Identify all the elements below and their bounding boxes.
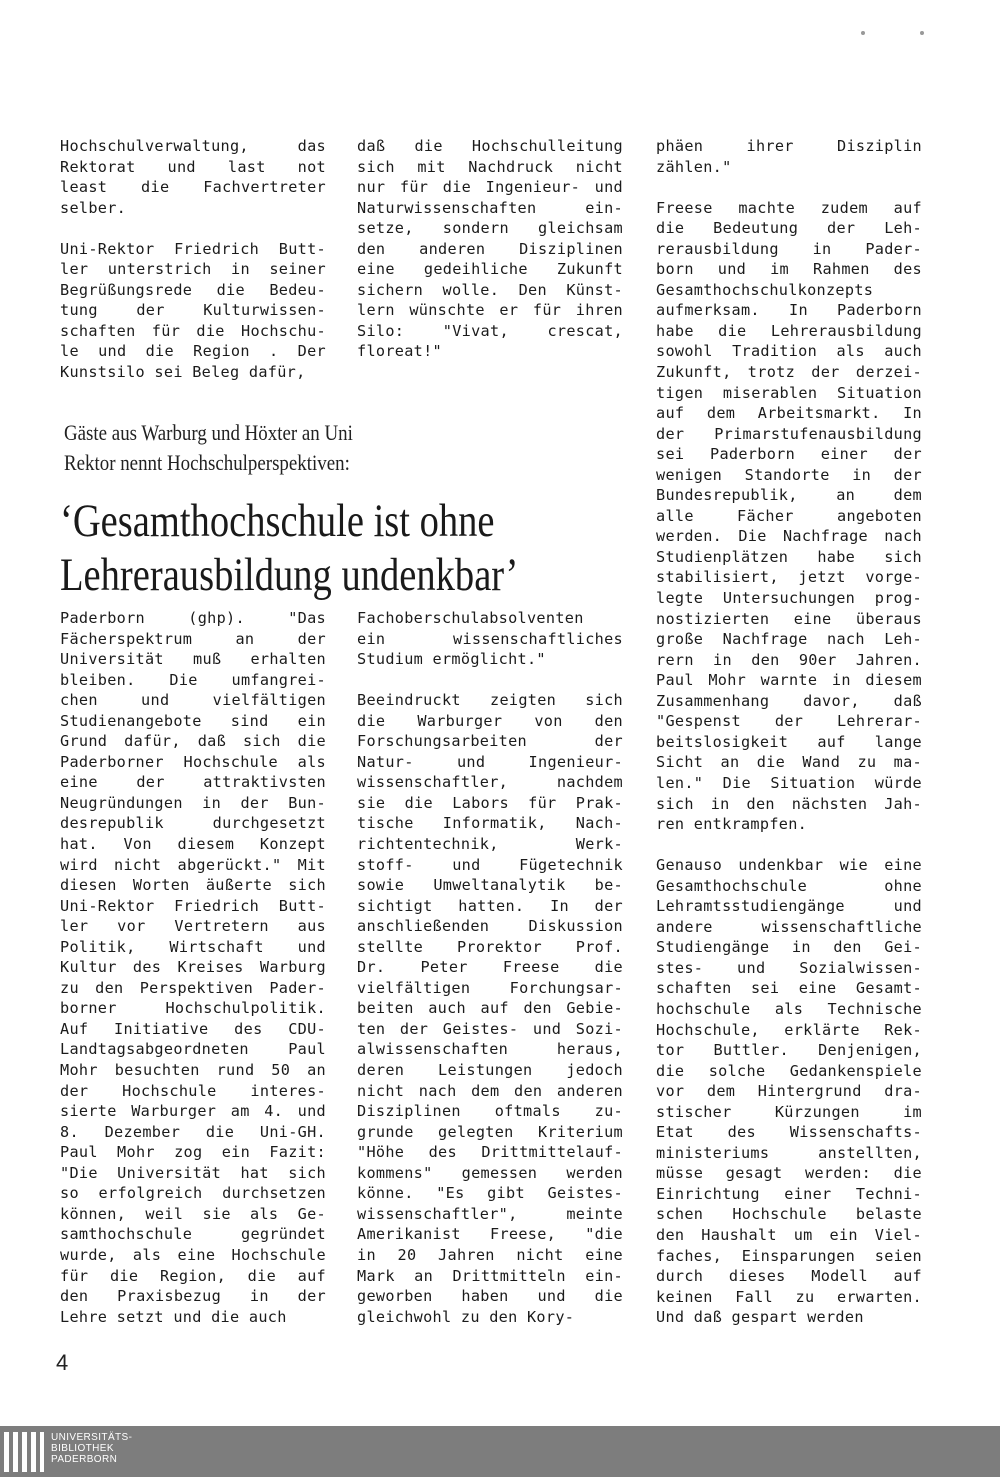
text-line: aufmerksam. In Paderborn (656, 301, 922, 320)
text-line: grunde gelegten Kriterium (357, 1122, 623, 1141)
text-line: den Haushalt um ein Viel- (656, 1225, 922, 1244)
text-line: legte Untersuchungen prog- (656, 589, 922, 608)
text-line: Gesamthochschule ohne (656, 876, 922, 895)
text-line: ministeriums anstellten, (656, 1143, 922, 1162)
text-line: Grund dafür, daß sich die (60, 732, 326, 751)
text-line: wenigen Standorte in der (656, 465, 922, 484)
text-line: vor dem Hintergrund dra- (656, 1082, 922, 1101)
text-line: Kunstsilo sei Beleg dafür, (60, 363, 306, 382)
paragraph-gap (656, 835, 922, 856)
column-top-1 (60, 136, 326, 383)
text-line: tung der Kulturwissen- (60, 301, 326, 320)
text-line: auf dem Arbeitsmarkt. In (656, 404, 922, 423)
text-line: desrepublik durchgesetzt (60, 814, 326, 833)
paragraph-gap (656, 177, 922, 198)
text-line: beitslosigkeit auf lange (656, 732, 922, 751)
scan-speck (920, 31, 924, 35)
text-line: stoff- und Fügetechnik (357, 855, 623, 874)
text-line: Uni-Rektor Friedrich Butt- (60, 239, 326, 258)
text-line: Studium ermöglicht." (357, 650, 546, 669)
text-line: le und die Region . Der (60, 342, 326, 361)
text-line: Einrichtung einer Techni- (656, 1184, 922, 1203)
text-line: setze, sondern gleichsam (357, 219, 623, 238)
text-line: "Höhe des Drittmittelauf- (357, 1143, 623, 1162)
text-line: rerausbildung in Pader- (656, 239, 922, 258)
logo-line-1: UNIVERSITÄTS- (51, 1432, 133, 1443)
kicker (64, 418, 353, 478)
text-line: selber. (60, 198, 127, 217)
text-line: geworben haben und die (357, 1287, 623, 1306)
logo-line-2: BIBLIOTHEK (51, 1443, 114, 1454)
text-line: die Bedeutung der Leh- (656, 219, 922, 238)
text-line: anschließenden Diskussion (357, 917, 623, 936)
text-line: die solche Gedankenspiele (656, 1061, 922, 1080)
text-line: bleiben. Die umfangrei- (60, 670, 326, 689)
paragraph (357, 608, 623, 670)
headline-line-2: Lehrerausbildung undenkbar’ (60, 549, 519, 601)
text-line: Lehramtsstudiengänge und (656, 897, 922, 916)
page-number: 4 (56, 1350, 69, 1375)
text-line: für die Region, die auf (60, 1266, 326, 1285)
text-line: rern in den 90er Jahren. (656, 650, 922, 669)
text-line: nicht nach dem den anderen (357, 1081, 623, 1100)
text-line: wissenschaftler, nachdem (357, 773, 623, 792)
text-line: zählen." (656, 157, 732, 176)
text-line: ein wissenschaftliches (357, 629, 623, 648)
text-line: Landtagsabgeordneten Paul (60, 1040, 326, 1059)
column-bottom-2 (357, 608, 623, 1327)
text-line: stischer Kürzungen im (656, 1102, 922, 1121)
text-line: ler unterstrich in seiner (60, 260, 326, 279)
text-line: Lehre setzt und die auch (60, 1307, 287, 1326)
text-line: Bundesrepublik, an dem (656, 486, 922, 505)
text-line: alle Fächer angeboten (656, 506, 922, 525)
text-line: Studienangebote sind ein (60, 711, 326, 730)
text-line: "Die Universität hat sich (60, 1163, 326, 1182)
text-line: Fächerspektrum an der (60, 629, 326, 648)
text-line: Zusammenhang davor, daß (656, 691, 922, 710)
text-line: schaften sei eine Gesamt- (656, 979, 922, 998)
text-line: Naturwissenschaften ein- (357, 198, 623, 217)
text-line: Amerikanist Freese, "die (357, 1225, 623, 1244)
column-right (656, 136, 922, 1328)
text-line: Forschungsarbeiten der (357, 732, 623, 751)
text-line: hochschule als Technische (656, 999, 922, 1018)
text-line: so erfolgreich durchsetzen (60, 1184, 326, 1203)
text-line: vielfältigen Forchungsar- (357, 978, 623, 997)
text-line: Dr. Peter Freese die (357, 958, 623, 977)
text-line: borner Hochschulpolitik. (60, 999, 326, 1018)
text-line: sierte Warburger am 4. und (60, 1102, 326, 1121)
text-line: deren Leistungen jedoch (357, 1061, 623, 1080)
text-line: könne. "Es gibt Geistes- (357, 1184, 623, 1203)
text-line: den Praxisbezug in der (60, 1287, 326, 1306)
text-line: Mohr besuchten rund 50 an (60, 1061, 326, 1080)
text-line: Studiengänge in den Gei- (656, 938, 922, 957)
text-line: faches, Einsparungen seien (656, 1246, 922, 1265)
text-line: lern wünschte er für ihren (357, 301, 623, 320)
text-line: Genauso undenkbar wie eine (656, 856, 922, 875)
text-line: Silo: "Vivat, crescat, (357, 321, 623, 340)
text-line: Universität muß erhalten (60, 650, 326, 669)
text-line: Beeindruckt zeigten sich (357, 691, 623, 710)
text-line: große Nachfrage nach Leh- (656, 630, 922, 649)
text-line: stellte Prorektor Prof. (357, 937, 623, 956)
text-line: habe die Lehrerausbildung (656, 321, 922, 340)
text-line: phäen ihrer Disziplin (656, 137, 922, 155)
column-bottom-1 (60, 608, 326, 1327)
text-line: zu den Perspektiven Pader- (60, 978, 326, 997)
logo-line-3: PADERBORN (51, 1454, 118, 1465)
text-line: gleichwohl zu den Kory- (357, 1307, 575, 1326)
text-line: sei Paderborn einer der (656, 445, 922, 464)
text-line: born und im Rahmen des (656, 260, 922, 279)
text-line: sowohl Tradition als auch (656, 342, 922, 361)
text-line: Und daß gespart werden (656, 1308, 864, 1327)
text-line: werden. Die Nachfrage nach (656, 527, 922, 546)
text-line: tor Buttler. Denjenigen, (656, 1041, 922, 1060)
column-top-2 (357, 136, 623, 362)
text-line: len." Die Situation würde (656, 773, 922, 792)
text-line: sich mit Nachdruck nicht (357, 157, 623, 176)
text-line: Auf Initiative des CDU- (60, 1019, 326, 1038)
text-line: wissenschaftler", meinte (357, 1204, 623, 1223)
text-line: schaften für die Hochschu- (60, 321, 326, 340)
text-line: andere wissenschaftliche (656, 917, 922, 936)
text-line: stabilisiert, jetzt vorge- (656, 568, 922, 587)
text-line: Studienplätzen habe sich (656, 547, 922, 566)
text-line: richtentechnik, Werk- (357, 835, 623, 854)
text-line: durch dieses Modell auf (656, 1267, 922, 1286)
text-line: Politik, Wirtschaft und (60, 937, 326, 956)
text-line: ler vor Vertretern aus (60, 917, 326, 936)
text-line: Freese machte zudem auf (656, 198, 922, 217)
text-line: schen Hochschule belaste (656, 1205, 922, 1224)
text-line: Neugründungen in der Bun- (60, 793, 326, 812)
library-logo-text (51, 1432, 132, 1465)
paragraph (60, 608, 326, 1327)
text-line: least die Fachvertreter (60, 178, 326, 197)
paragraph (656, 136, 922, 177)
text-line: nostizierten eine überaus (656, 609, 922, 628)
text-line: Paderborn (ghp). "Das (60, 609, 326, 627)
text-line: sie die Labors für Prak- (357, 793, 623, 812)
text-line: wurde, als eine Hochschule (60, 1245, 326, 1264)
paragraph (656, 198, 922, 835)
text-line: tische Informatik, Nach- (357, 814, 623, 833)
text-line: 8. Dezember die Uni-GH. (60, 1122, 326, 1141)
text-line: ten der Geistes- und Sozi- (357, 1019, 623, 1038)
kicker-line-1: Gäste aus Warburg und Höxter an Uni (64, 420, 353, 445)
text-line: daß die Hochschulleitung (357, 137, 623, 155)
text-line: Sicht an die Wand zu ma- (656, 753, 922, 772)
text-line: Disziplinen oftmals zu- (357, 1102, 623, 1121)
text-line: Begrüßungsrede die Bedeu- (60, 280, 326, 299)
text-line: chen und vielfältigen (60, 691, 326, 710)
text-line: Paul Mohr zog ein Fazit: (60, 1143, 326, 1162)
text-line: "Gespenst der Lehrerar- (656, 712, 922, 731)
paragraph (60, 239, 326, 383)
text-line: Gesamthochschulkonzepts (656, 280, 874, 299)
text-line: Uni-Rektor Friedrich Butt- (60, 896, 326, 915)
text-line: den anderen Disziplinen (357, 239, 623, 258)
text-line: nur für die Ingenieur- und (357, 178, 623, 197)
headline-line-1: ‘Gesamthochschule ist ohne (60, 495, 495, 547)
text-line: keinen Fall zu erwarten. (656, 1287, 922, 1306)
paragraph (357, 690, 623, 1327)
text-line: beiten auch auf den Gebie- (357, 999, 623, 1018)
text-line: der Hochschule interes- (60, 1081, 326, 1100)
text-line: floreat!" (357, 342, 442, 361)
text-line: Paul Mohr warnte in diesem (656, 671, 922, 690)
text-line: der Primarstufenausbildung (656, 424, 922, 443)
text-line: sichern wolle. Den Künst- (357, 280, 623, 299)
text-line: sowie Umweltanalytik be- (357, 876, 623, 895)
text-line: sichtigt hatten. In der (357, 896, 623, 915)
kicker-line-2: Rektor nennt Hochschulperspektiven: (64, 450, 350, 475)
text-line: diesen Worten äußerte sich (60, 876, 326, 895)
paragraph-gap (357, 670, 623, 691)
paragraph (656, 855, 922, 1328)
text-line: Rektorat und last not (60, 157, 326, 176)
text-line: müsse gesagt werden: die (656, 1164, 922, 1183)
headline (60, 494, 518, 602)
text-line: in 20 Jahren nicht eine (357, 1245, 623, 1264)
text-line: Fachoberschulabsolventen (357, 609, 584, 627)
text-line: eine der attraktivsten (60, 773, 326, 792)
text-line: Zukunft, trotz der derzei- (656, 363, 922, 382)
text-line: ren entkrampfen. (656, 815, 808, 834)
text-line: die Warburger von den (357, 711, 623, 730)
text-line: Mark an Drittmitteln ein- (357, 1266, 623, 1285)
text-line: wird nicht abgerückt." Mit (60, 855, 326, 874)
text-line: sich in den nächsten Jah- (656, 794, 922, 813)
library-footer (0, 1426, 1000, 1477)
text-line: samthochschule gegründet (60, 1225, 326, 1244)
scan-speck (861, 31, 865, 35)
text-line: alwissenschaften heraus, (357, 1040, 623, 1059)
text-line: stes- und Sozialwissen- (656, 958, 922, 977)
paragraph (60, 136, 326, 218)
text-line: eine gedeihliche Zukunft (357, 260, 623, 279)
text-line: Kultur des Kreises Warburg (60, 958, 326, 977)
text-line: Hochschulverwaltung, das (60, 137, 326, 155)
text-line: Paderborner Hochschule als (60, 752, 326, 771)
paragraph (357, 136, 623, 362)
text-line: Natur- und Ingenieur- (357, 752, 623, 771)
paragraph-gap (60, 218, 326, 239)
text-line: tigen miserablen Situation (656, 383, 922, 402)
text-line: kommens" gemessen werden (357, 1163, 623, 1182)
text-line: hat. Von diesem Konzept (60, 835, 326, 854)
text-line: können, weil sie als Ge- (60, 1204, 326, 1223)
text-line: Etat des Wissenschafts- (656, 1123, 922, 1142)
text-line: Hochschule, erklärte Rek- (656, 1020, 922, 1039)
